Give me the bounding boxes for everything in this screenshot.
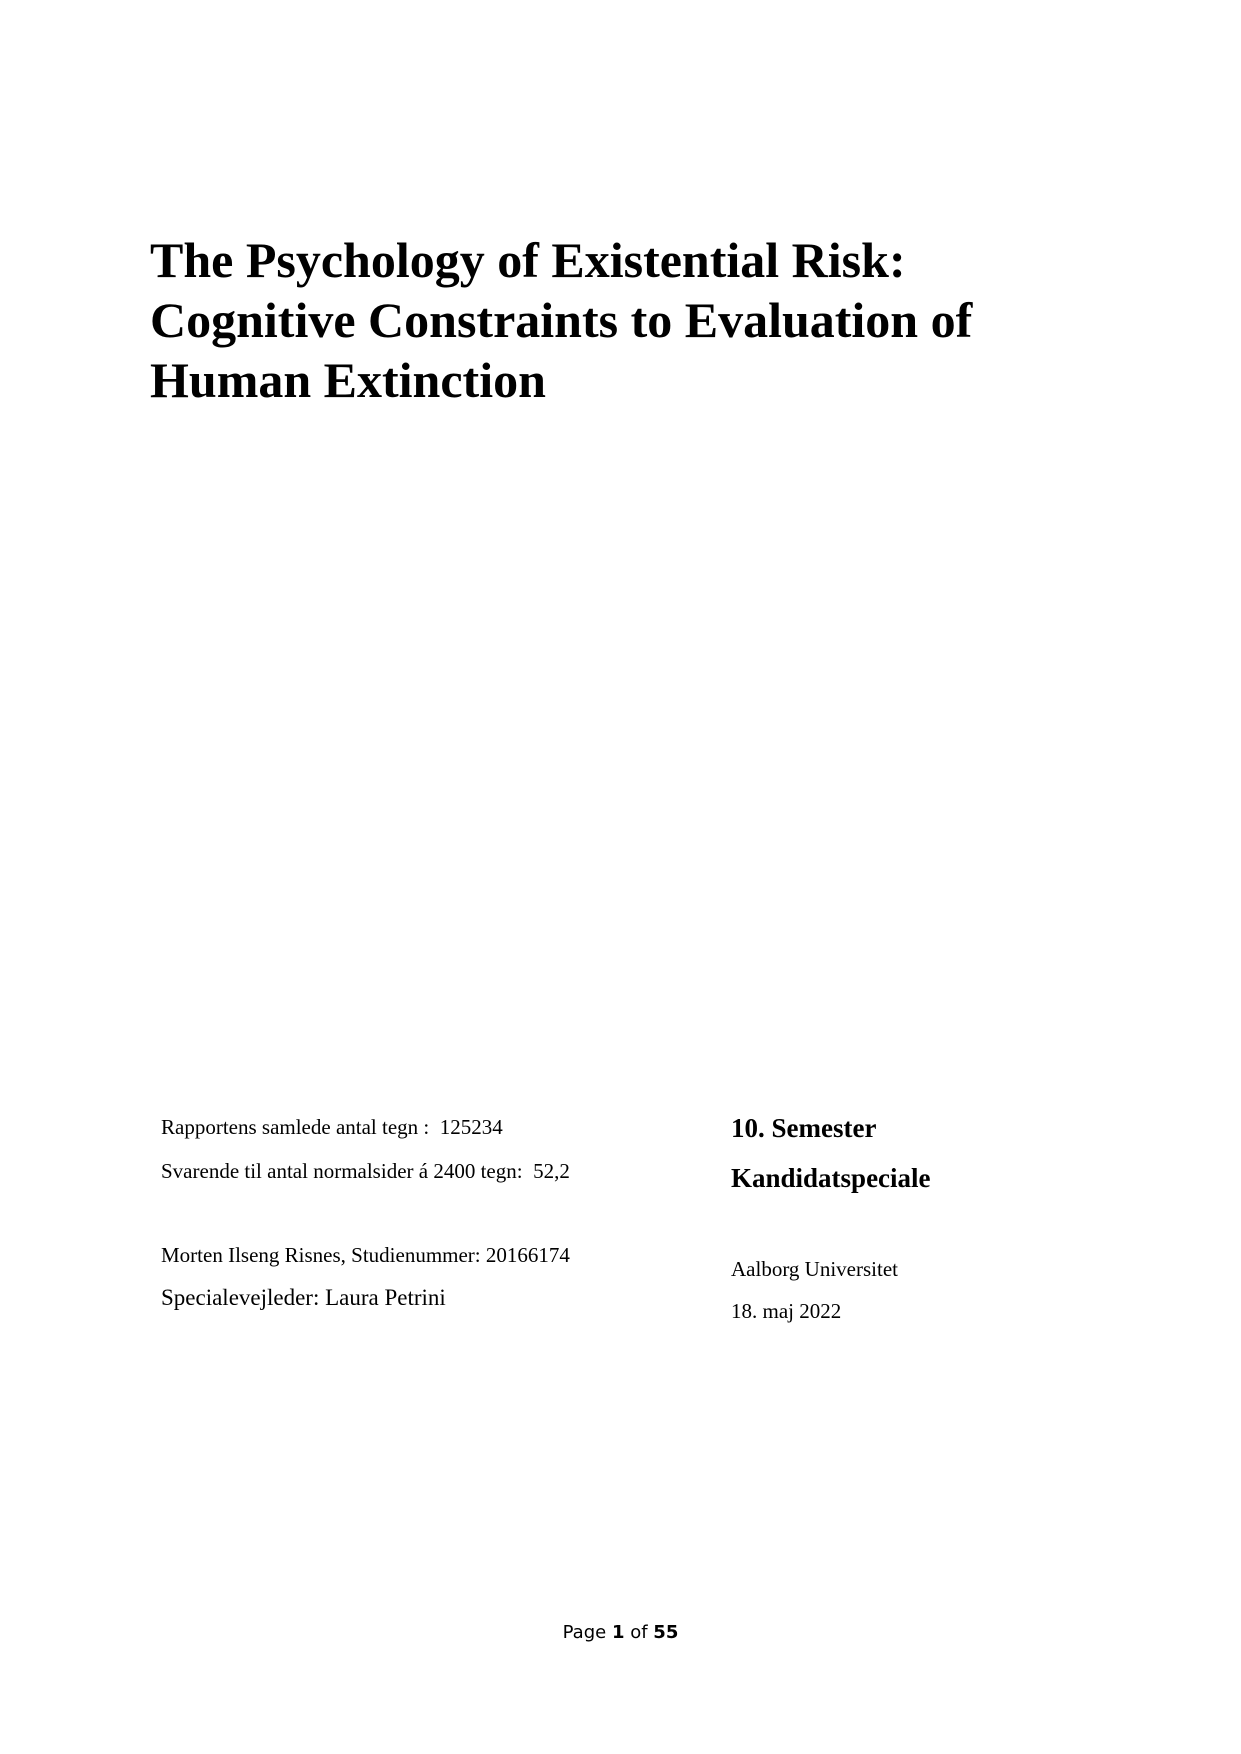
total-pages-number: 55	[653, 1622, 679, 1643]
document-title	[150, 230, 1110, 410]
author-text: Morten Ilseng Risnes, Studienummer: 20166174	[161, 1243, 570, 1267]
normal-pages-text: Svarende til antal normalsider á 2400 tegn: 52,2	[161, 1159, 570, 1183]
current-page-number: 1	[611, 1622, 625, 1643]
university-name: Aalborg Universitet	[731, 1257, 898, 1281]
page-number-footer	[0, 1622, 1241, 1643]
semester-label: 10. Semester	[731, 1113, 877, 1143]
char-count-text: Rapportens samlede antal tegn : 125234	[161, 1115, 503, 1139]
of-word: of	[630, 1622, 648, 1643]
page-word: Page	[562, 1622, 607, 1643]
thesis-type-label: Kandidatspeciale	[731, 1163, 931, 1193]
title-line-2: Cognitive Constraints to Evaluation of	[150, 292, 973, 348]
supervisor-text: Specialevejleder: Laura Petrini	[161, 1285, 446, 1310]
title-line-3: Human Extinction	[150, 352, 546, 408]
submission-date: 18. maj 2022	[731, 1299, 842, 1323]
title-line-1: The Psychology of Existential Risk:	[150, 232, 906, 288]
